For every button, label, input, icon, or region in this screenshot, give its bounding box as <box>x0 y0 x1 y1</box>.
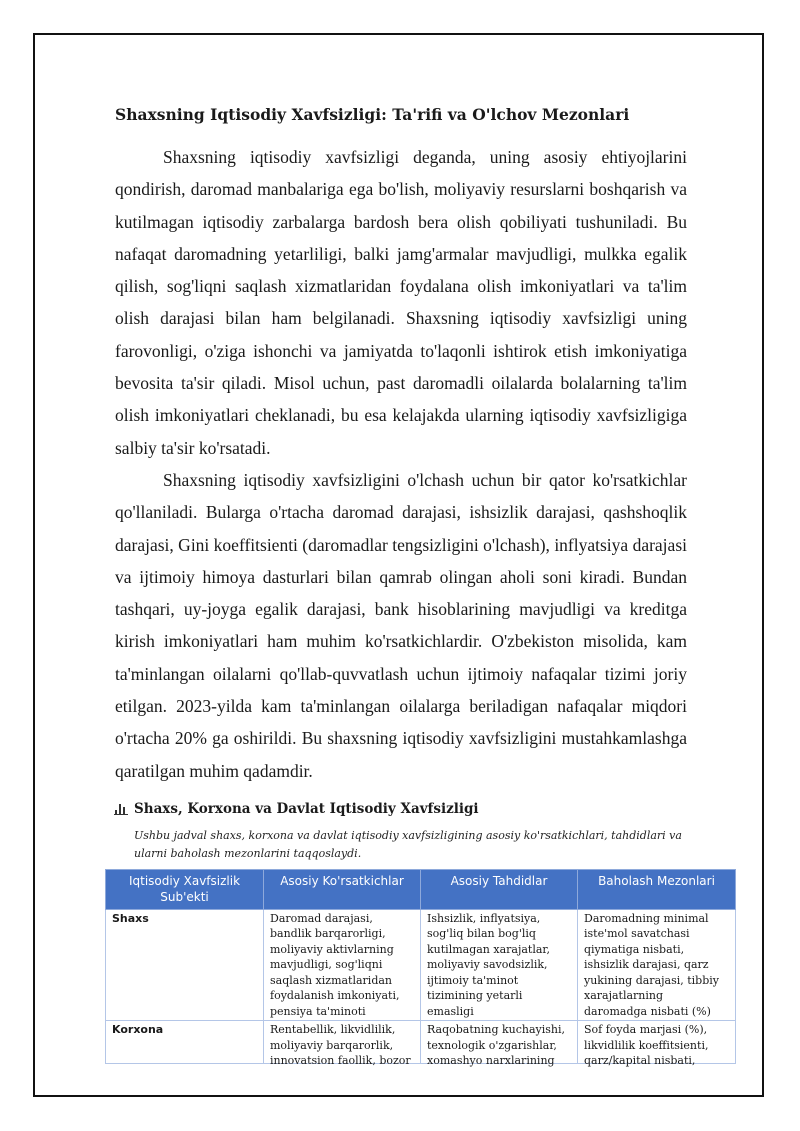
table-cell: Daromadning minimal iste'mol savatchasi qiymatiga nisbati, ishsizlik darajasi, qarz yukining darajasi, tibbiy xarajatlarning daromadga nisbati (%) <box>578 909 736 1021</box>
table-row <box>106 1021 736 1064</box>
table-header-row <box>106 869 736 909</box>
document-body <box>112 105 720 1068</box>
table-note: Ushbu jadval shaxs, korxona va davlat iqtisodiy xavfsizligining asosiy ko'rsatkichlari, tahdidlari va ularni baholash mezonlarini taqqoslaydi. <box>134 828 682 860</box>
table-cell-subject: Shaxs <box>106 909 264 1021</box>
table-cell: Ishsizlik, inflyatsiya, sog'liq bilan bog'liq kutilmagan xarajatlar, moliyaviy savodsizlik, ijtimoiy ta'minot tizimining yetarli emasligi <box>421 909 578 1021</box>
bar-chart-icon <box>114 803 128 815</box>
column-header: Asosiy Tahdidlar <box>421 869 578 909</box>
document-title: Shaxsning Iqtisodiy Xavfsizligi: Ta'rifi va O'lchov Mezonlari <box>115 105 630 124</box>
paragraph-2: Shaxsning iqtisodiy xavfsizligini o'lchash uchun bir qator ko'rsatkichlar qo'llaniladi. Bularga o'rtacha daromad darajasi, ishsizlik darajasi, qashshoqlik darajasi, Gini koeffitsienti (daromadlar tengsizligini o'lchash), inflyatsiya darajasi va ijtimoiy himoya dasturlari bilan qamrab olingan aholi soni kiradi. Bundan tashqari, uy-joyga egalik darajasi, bank hisoblarining mavjudligi va kreditga kirish imkoniyatlari ham muhim ko'rsatkichlardir. O'zbekiston misolida, kam ta'minlangan oilalarni qo'llab-quvvatlash uchun ijtimoiy nafaqalar tizimi joriy etilgan. 2023-yilda kam ta'minlangan oilalarga beriladigan nafaqalar miqdori o'rtacha 20% ga oshirildi. Bu shaxsning iqtisodiy xavfsizligini mustahkamlashga qaratilgan muhim qadamdir. <box>115 469 687 781</box>
column-header: Baholash Mezonlari <box>578 869 736 909</box>
table-cell: Daromad darajasi, bandlik barqarorligi, moliyaviy aktivlarning mavjudligi, sog'liqni saqlash xizmatlaridan foydalanish imkoniyati, pensiya ta'minoti <box>264 909 421 1021</box>
table-cell: Raqobatning kuchayishi, texnologik o'zgarishlar, xomashyo narxlarining <box>421 1021 578 1064</box>
table-cell: Rentabellik, likvidlilik, moliyaviy barqarorlik, innovatsion faollik, bozor <box>264 1021 421 1064</box>
paragraph-1: Shaxsning iqtisodiy xavfsizligi deganda, uning asosiy ehtiyojlarini qondirish, daromad manbalariga ega bo'lish, moliyaviy resurslarni boshqarish va kutilmagan iqtisodiy zarbalarga bardosh bera olish qobiliyati tushuniladi. Bu nafaqat daromadning yetarliligi, balki jamg'armalar mavjudligi, mulkka egalik qilish, sog'liqni saqlash xizmatlaridan foydalana olish imkoniyatlari va ta'lim olish darajasi bilan ham belgilanadi. Shaxsning iqtisodiy xavfsizligi uning farovonligi, o'ziga ishonchi va jamiyatda to'laqonli ishtirok etish imkoniyatiga bevosita ta'sir qiladi. Misol uchun, past daromadli oilalarda bolalarning ta'lim olish imkoniyatlari cheklanadi, bu esa kelajakda ularning iqtisodiy xavfsizligiga salbiy ta'sir ko'rsatadi. <box>115 147 687 458</box>
column-header: Iqtisodiy Xavfsizlik Sub'ekti <box>106 869 264 909</box>
comparison-table <box>105 869 736 1068</box>
table-cell-subject: Korxona <box>106 1021 264 1064</box>
table-cell: Sof foyda marjasi (%), likvidlilik koeffitsienti, qarz/kapital nisbati, <box>578 1021 736 1064</box>
table-row <box>106 909 736 1021</box>
table-caption <box>114 801 687 817</box>
page-frame <box>33 33 764 1097</box>
table-caption-text: Shaxs, Korxona va Davlat Iqtisodiy Xavfsizligi <box>134 800 479 817</box>
column-header: Asosiy Ko'rsatkichlar <box>264 869 421 909</box>
